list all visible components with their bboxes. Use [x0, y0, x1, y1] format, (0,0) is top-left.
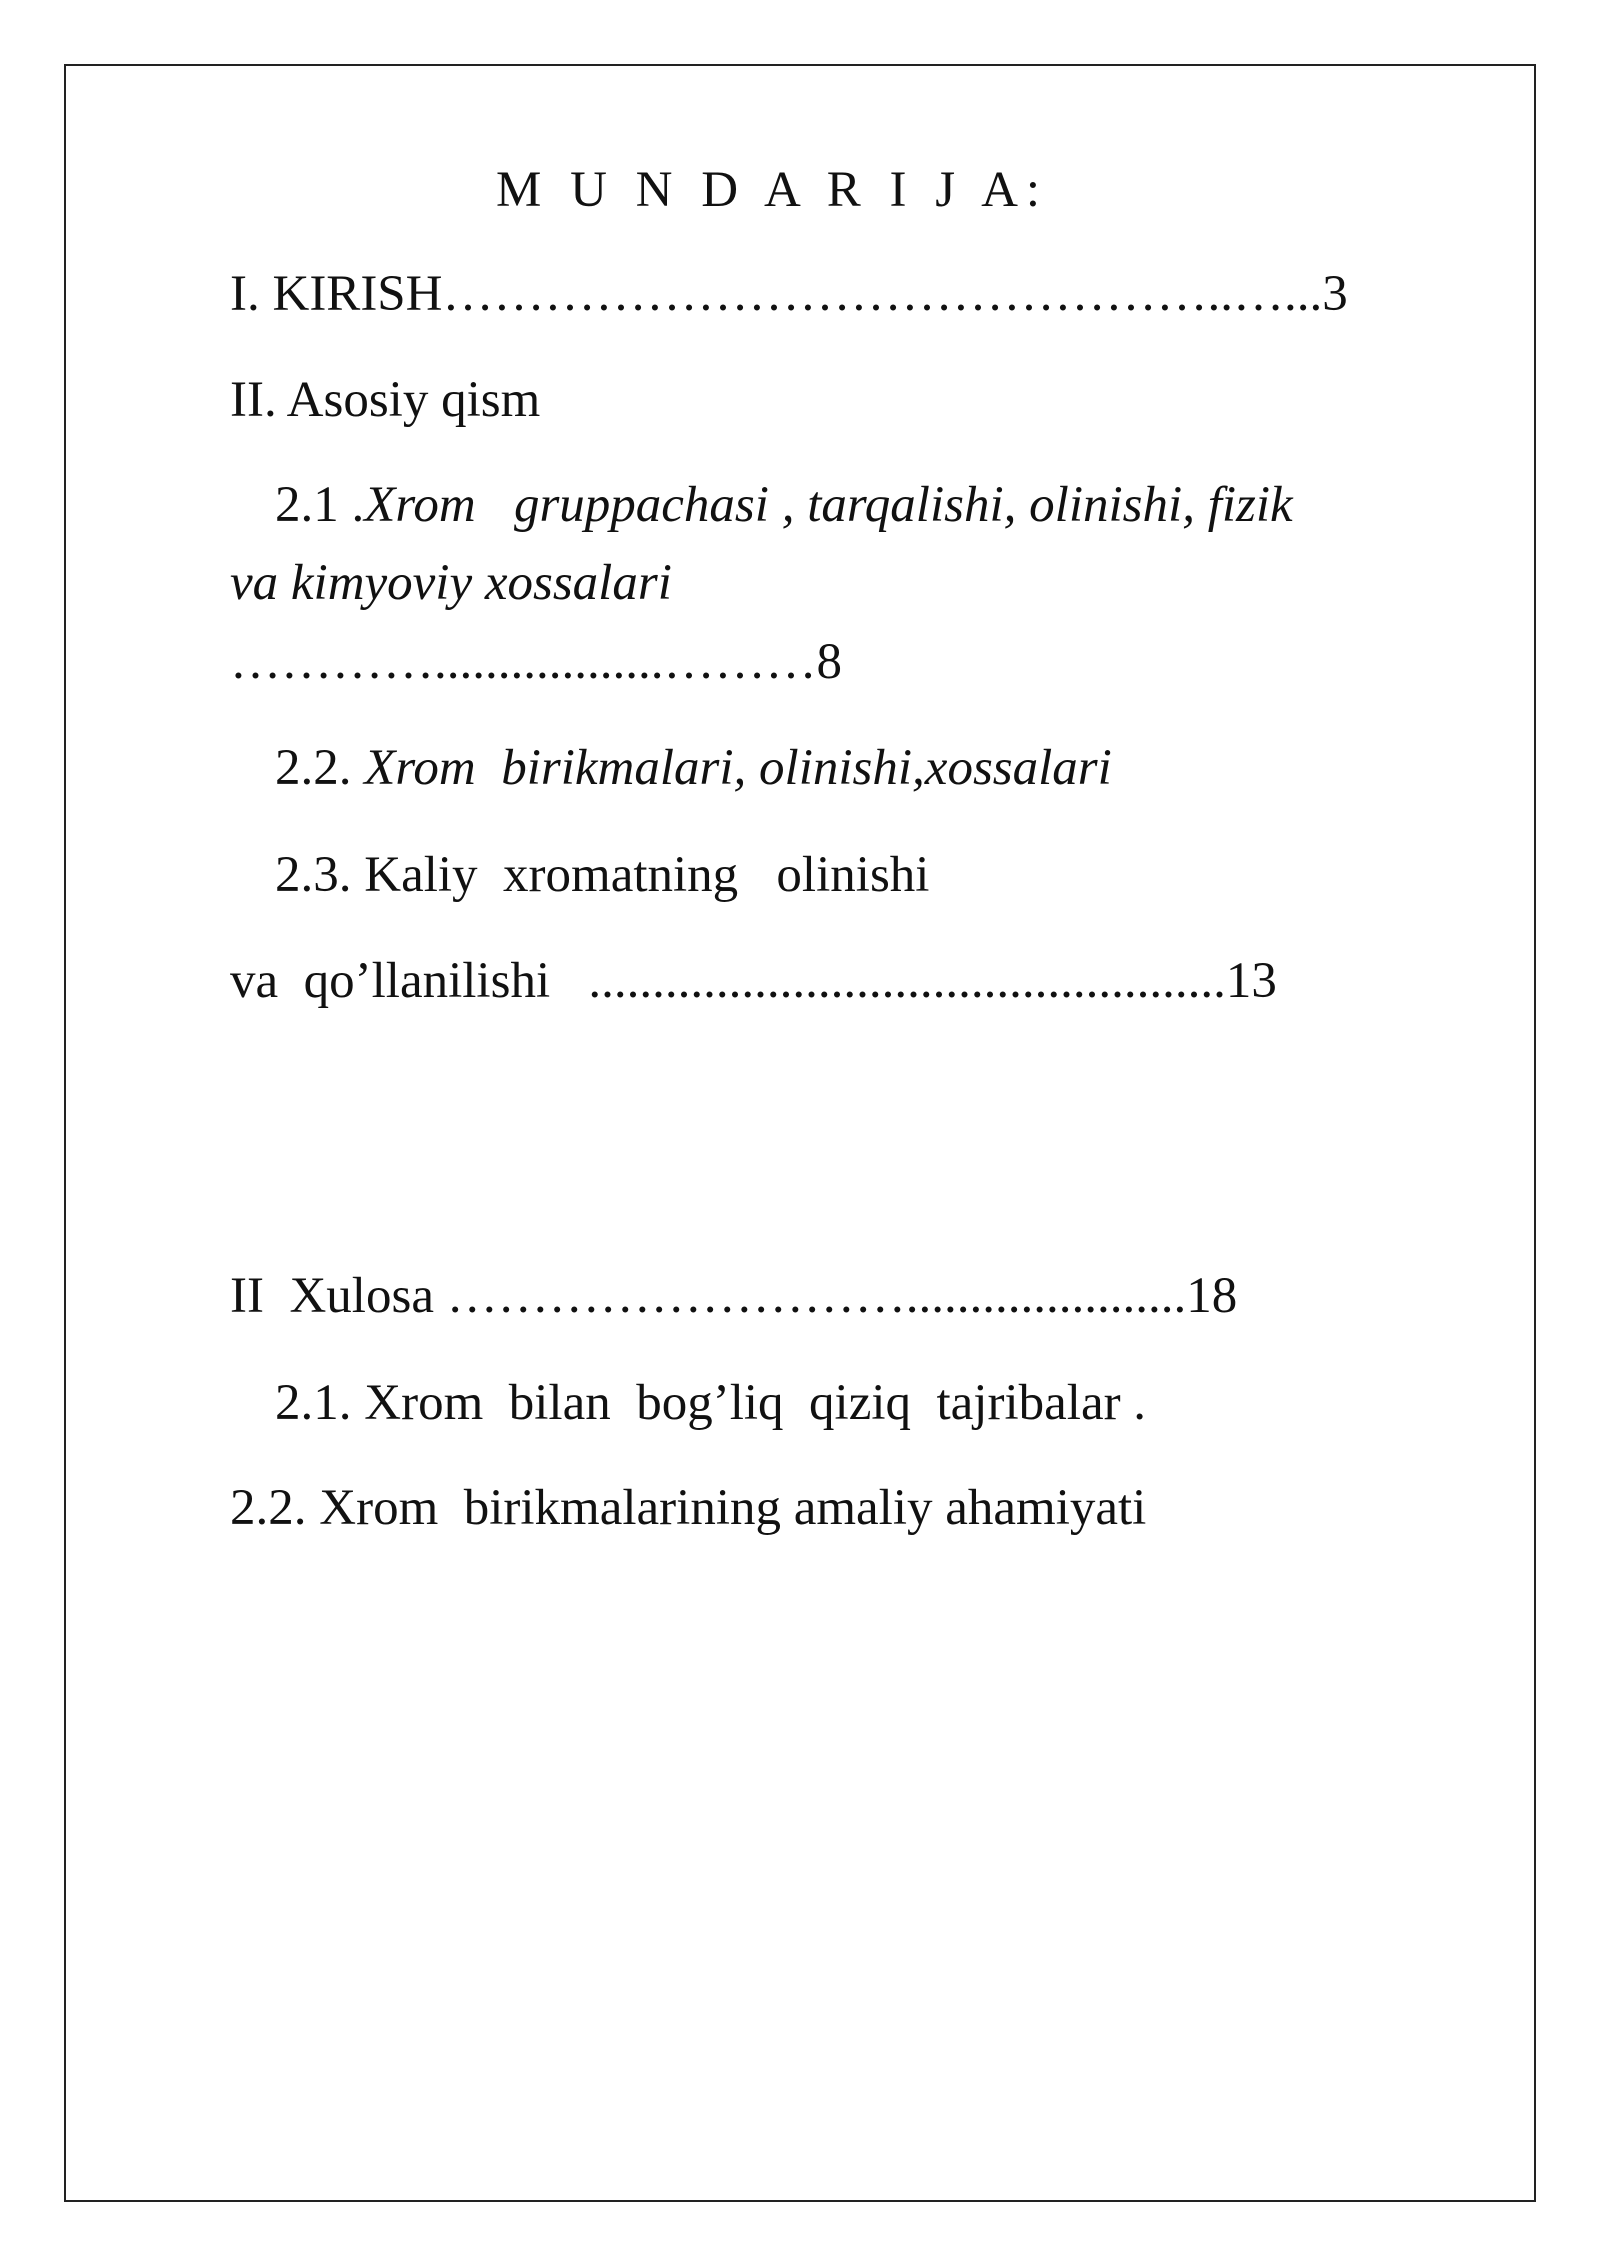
toc-entry-2-1-title: Xrom gruppachasi , tarqalishi, olinishi, fizik — [364, 477, 1293, 533]
toc-entry-2-2-title: Xrom birikmalari, olinishi,xossalari — [364, 740, 1112, 796]
toc-entry-2-3-continued: va qo’llanilishi ..................................................13 — [230, 953, 1277, 1009]
toc-entry-2-3: 2.3. Kaliy xromatning olinishi — [275, 847, 930, 903]
toc-title: M U N D A R I J A: — [496, 162, 1049, 218]
toc-entry-2-2 — [275, 738, 1112, 798]
toc-entry-2-2-number: 2.2. — [275, 740, 365, 796]
toc-entry-2-1 — [275, 475, 1293, 535]
toc-entry-2-1-title-continued: va kimyoviy xossalari — [230, 555, 672, 611]
toc-entry-xulosa: II Xulosa ………………………......................18 — [230, 1268, 1238, 1324]
toc-entry-kirish: I. KIRISH………………………………………..…...3 — [230, 266, 1348, 322]
toc-entry-xulosa-2-2: 2.2. Xrom birikmalarining amaliy ahamiyati — [230, 1480, 1147, 1536]
toc-entry-xulosa-2-1: 2.1. Xrom bilan bog’liq qiziq tajribalar . — [275, 1375, 1147, 1431]
toc-entry-asosiy-qism: II. Asosiy qism — [230, 372, 541, 428]
toc-entry-2-1-number: 2.1 . — [275, 477, 365, 533]
toc-entry-2-1-leader: …………..................………8 — [230, 634, 842, 690]
